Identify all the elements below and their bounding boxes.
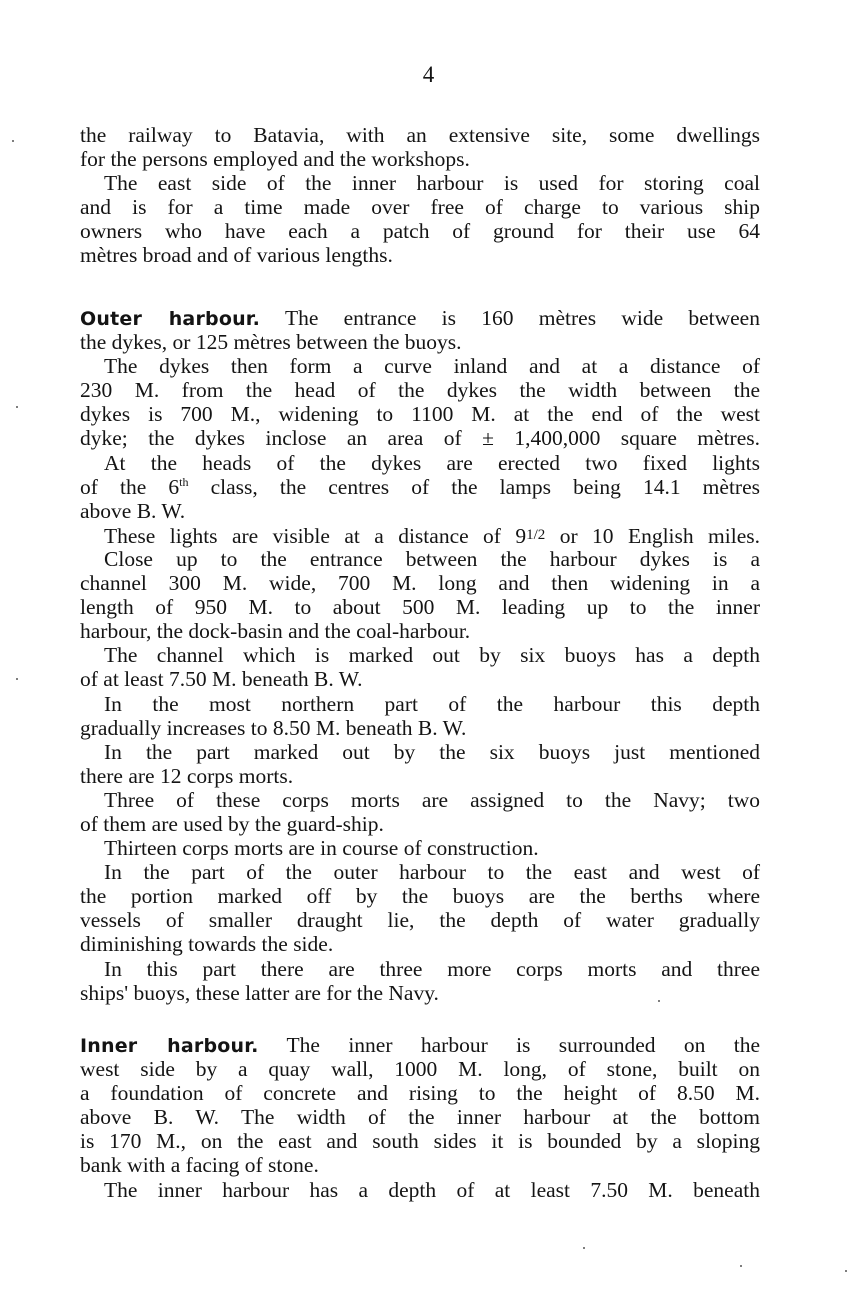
- text-line: Close up to the entrance between the harbour dykes is a: [104, 546, 760, 571]
- scan-speck: [845, 1270, 847, 1272]
- text-line: Outer harbour. The entrance is 160 mètres wide between: [80, 306, 760, 330]
- text-line: of the 6th class, the centres of the lamps being 14.1 mètres: [80, 474, 760, 499]
- text-line: the railway to Batavia, with an extensive site, some dwellings: [80, 123, 760, 147]
- text-line: The dykes then form a curve inland and at a distance of: [104, 354, 760, 379]
- text-line: Inner harbour. The inner harbour is surrounded on the: [80, 1033, 760, 1057]
- outer-harbour-section: [80, 306, 760, 1005]
- text-line: gradually increases to 8.50 M. beneath B. W.: [80, 715, 467, 740]
- text-line: At the heads of the dykes are erected two fixed lights: [104, 450, 760, 475]
- text-line: of them are used by the guard-ship.: [80, 811, 384, 836]
- text-line: for the persons employed and the workshops.: [80, 147, 470, 172]
- text-line: The channel which is marked out by six buoys has a depth: [104, 643, 760, 668]
- text-line: In the part of the outer harbour to the east and west of: [104, 860, 760, 885]
- scan-speck: [16, 678, 18, 680]
- section-heading-inner-harbour: Inner harbour.: [80, 1035, 259, 1057]
- text-line: harbour, the dock-basin and the coal-harbour.: [80, 619, 471, 644]
- text-line: owners who have each a patch of ground for their use 64: [80, 219, 760, 244]
- text-line: These lights are visible at a distance of 91/2 or 10 English miles.: [104, 523, 761, 548]
- text-line: In the part marked out by the six buoys just mentioned: [104, 739, 760, 764]
- text-line: and is for a time made over free of charge to various ship: [80, 195, 760, 220]
- text-line: dykes is 700 M., widening to 1100 M. at the end of the west: [80, 402, 760, 427]
- text-line: mètres broad and of various lengths.: [80, 243, 393, 268]
- text-line: Thirteen corps morts are in course of construction.: [104, 836, 539, 861]
- scan-speck: [583, 1247, 585, 1249]
- text-line: The east side of the inner harbour is used for storing coal: [104, 171, 760, 196]
- text-line: the dykes, or 125 mètres between the buoys.: [80, 330, 462, 355]
- text-line: above B. W.: [80, 498, 186, 523]
- text-line: Three of these corps morts are assigned to the Navy; two: [104, 787, 760, 812]
- text-line: In this part there are three more corps morts and three: [104, 956, 760, 981]
- text-line: of at least 7.50 M. beneath B. W.: [80, 667, 363, 692]
- inner-harbour-section: [80, 1033, 760, 1202]
- text-line: 230 M. from the head of the dykes the width between the: [80, 378, 760, 403]
- text-line: The inner harbour has a depth of at least 7.50 M. beneath: [104, 1177, 760, 1202]
- text-line: length of 950 M. to about 500 M. leading up to the inner: [80, 595, 760, 620]
- text-line: channel 300 M. wide, 700 M. long and then widening in a: [80, 571, 760, 596]
- text-line: bank with a facing of stone.: [80, 1153, 319, 1178]
- intro-paragraphs: [80, 123, 760, 268]
- text-line: diminishing towards the side.: [80, 932, 334, 957]
- scan-speck: [16, 406, 18, 408]
- text-line: the portion marked off by the buoys are the berths where: [80, 884, 760, 909]
- text-line: there are 12 corps morts.: [80, 763, 294, 788]
- text-line: ships' buoys, these latter are for the Navy.: [80, 980, 439, 1005]
- scan-speck: [658, 1000, 660, 1002]
- text-line: west side by a quay wall, 1000 M. long, of stone, built on: [80, 1057, 760, 1082]
- page-number: 4: [422, 62, 435, 87]
- section-heading-outer-harbour: Outer harbour.: [80, 308, 261, 330]
- text-line: In the most northern part of the harbour this depth: [104, 691, 760, 716]
- text-line: vessels of smaller draught lie, the depth of water gradually: [80, 908, 760, 933]
- scan-speck: [12, 140, 14, 142]
- text-line: a foundation of concrete and rising to the height of 8.50 M.: [80, 1081, 760, 1106]
- text-line: is 170 M., on the east and south sides it is bounded by a sloping: [80, 1129, 760, 1154]
- text-line: dyke; the dykes inclose an area of ± 1,400,000 square mètres.: [80, 426, 760, 451]
- scan-speck: [740, 1265, 742, 1267]
- text-line: above B. W. The width of the inner harbour at the bottom: [80, 1105, 760, 1130]
